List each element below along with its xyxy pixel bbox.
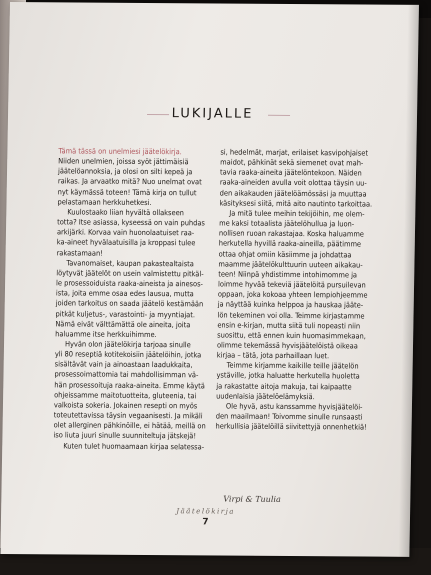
text-line: Tavanomaiset, kaupan pakastealtaista	[66, 258, 194, 269]
paragraph	[219, 147, 395, 209]
text-line: maidot, pähkinät sekä siemenet ovat mah-	[220, 157, 364, 168]
text-line: yli 80 reseptiä kotitekoisiin jäätelöihin, jotka	[54, 349, 202, 360]
text-line: ensin e-kirjan, mutta siitä tuli nopeasti niin	[217, 320, 361, 331]
text-line: Hyvän olon jäätelökirja tarjoaa sinulle	[64, 339, 191, 350]
text-line: arkijärki. Korvaa vain huonolaatuiset raa-	[56, 227, 195, 238]
text-line: den aikakauden jäätelöämössäsi ja muuttaa	[219, 188, 367, 199]
book-page	[0, 2, 419, 557]
text-line: si, hedelmät, marjat, erilaiset kasvipohjaiset	[220, 147, 369, 158]
text-line: suosittu, että ennen kuin huomasimmekaan,	[217, 330, 367, 341]
text-line: tavia raaka-aineita jäätelöntekoon. Näiden	[219, 167, 362, 178]
text-line: Ole hyvä, astu kanssamme hyvisjäätelöi-	[225, 401, 363, 412]
text-line: pelastamaan herkkuhetkesi.	[57, 197, 152, 207]
paragraph	[216, 361, 392, 403]
text-line: uudenlaisia jäätelöelämyksiä.	[216, 391, 315, 401]
text-line: raaka-aineiden avulla voit olottaa täysin uu-	[219, 177, 367, 188]
paragraph	[53, 441, 217, 452]
text-line: hän prosessoituja raaka-aineita. Emme käytä	[54, 379, 205, 390]
text-line: sisältävät vain ja ainoastaan laadukkaita,	[54, 359, 193, 370]
text-line: kirjaa – tätä, jota parhaillaan luet.	[216, 350, 330, 361]
text-line: pitkät kuljetus-, varastointi- ja myyntiajat.	[55, 308, 196, 319]
lead-sentence: Tämä tässä on unelmiesi jäätelökirja.	[58, 146, 182, 157]
text-line: maamme jäätelökulttuurin uuteen aikakau-	[218, 259, 363, 270]
page-number: 7	[202, 517, 209, 528]
right-column	[216, 147, 396, 433]
text-line: Kuten tulet huomaamaan kirjaa selatessa-	[63, 440, 205, 451]
text-line: lön tekeminen voi olla. Teimme kirjastamme	[217, 309, 365, 321]
text-line: toteutettavissa täysin vegaanisesti. Ja mikäli	[53, 410, 203, 421]
text-line: den maailmaan! Toivomme sinulle runsaasti	[215, 411, 363, 422]
signature: Virpi & Tuulia	[223, 494, 281, 504]
text-line: ohjeissamme maitotuotteita, gluteenia, tai	[54, 390, 197, 401]
text-line: ottaa ohjat omiin käsiimme ja johdattaa	[218, 249, 352, 259]
right-paragraphs	[216, 147, 396, 433]
text-line: olet allerginen pähkinöille, ei hätää, meillä on	[53, 420, 206, 431]
text-line: nyt käymässä toteen! Tämä kirja on tullut	[57, 186, 197, 197]
text-line: herkutella hyvillä raaka-aineilla, päätimme	[218, 238, 362, 249]
paragraph	[217, 208, 395, 362]
text-line: raikas. Ja arvaatko mitä? Nuo unelmat ovat	[57, 176, 202, 187]
paragraph	[216, 401, 392, 433]
text-line: me kaksi totaalista jäätelöhullua ja luon-	[219, 218, 355, 229]
text-line: le prosessoiduista raaka-aineista ja ainesos-	[56, 278, 204, 289]
title-rule-right	[268, 115, 290, 116]
text-line: ista, joita emme osaa edes lausua, mutta	[55, 288, 194, 299]
text-line: rakastamaan!	[56, 247, 103, 258]
text-line: ystäville, jotka haluatte herkutella huoletta	[216, 370, 360, 381]
text-line: löytyvät jäätelöt on usein valmistettu pitkäl-	[56, 268, 204, 279]
text-line: herkullisia jäätelöillä siivitettyjä onnenhetkiä!	[215, 421, 367, 432]
text-line: loimme hyvää tekeviä jäätelöitä pursuilevan	[218, 279, 366, 290]
text-line: valkoista sokeria. Jokainen resepti on myös	[53, 400, 198, 411]
paragraph	[55, 258, 220, 340]
text-line: olimme tekemässä hyvisjäätelöistä oikeaa	[216, 340, 358, 351]
text-line: Ja mitä tulee meihin tekijöihin, me olem-	[229, 208, 365, 219]
footer-book-title: Jäätelökirja	[176, 507, 236, 516]
text-line: teen! Niinpä yhdistimme intohimomme ja	[218, 269, 358, 280]
text-line: prosessoimattomia tai mahdollisimman vä-	[54, 369, 199, 380]
text-line: jäätelöannoksia, ja olosi on silti kepeä ja	[57, 166, 193, 177]
text-line: ja näyttää kuinka helppoa ja hauskaa jääte-	[217, 299, 364, 310]
left-paragraphs	[53, 157, 222, 453]
text-line: Teimme kirjamme kaikille teille jäätelön	[226, 360, 359, 371]
text-line: nollisen ruoan rakastajaa. Koska haluamme	[218, 228, 365, 239]
text-line: ja rakastatte aitoja makuja, tai kaipaatte	[216, 381, 352, 392]
paragraph	[53, 339, 219, 442]
text-line: käsityksesi siitä, mitä aito nautinto tarkoittaa.	[219, 198, 373, 209]
text-line: haluamme itse herkkuihimme.	[55, 329, 157, 339]
text-line: ka-aineet hyvälaatuisilla ja kroppasi tulee	[56, 237, 196, 248]
paragraph	[57, 157, 222, 209]
text-line: Nämä eivät välttämättä ole aineita, joita	[55, 319, 191, 329]
text-line: iso liuta juuri sinulle suunniteltuja jätskejä!	[53, 430, 197, 441]
text-line: Kuulostaako liian hyvältä ollakseen	[67, 207, 185, 218]
paragraph	[57, 207, 222, 259]
text-line: totta? Itse asiassa, kyseessä on vain puhdas	[57, 217, 206, 228]
text-line: oppaan, joka kokoaa yhteen lempiohjeemme	[217, 289, 368, 300]
page-title: LUKIJALLE	[171, 106, 254, 122]
text-line: joiden tarkoitus on saada jäätelö kestämään	[55, 298, 204, 309]
text-line: Niiden unelmien, joissa syöt jättimäisiä	[58, 156, 189, 167]
left-column	[53, 146, 222, 452]
